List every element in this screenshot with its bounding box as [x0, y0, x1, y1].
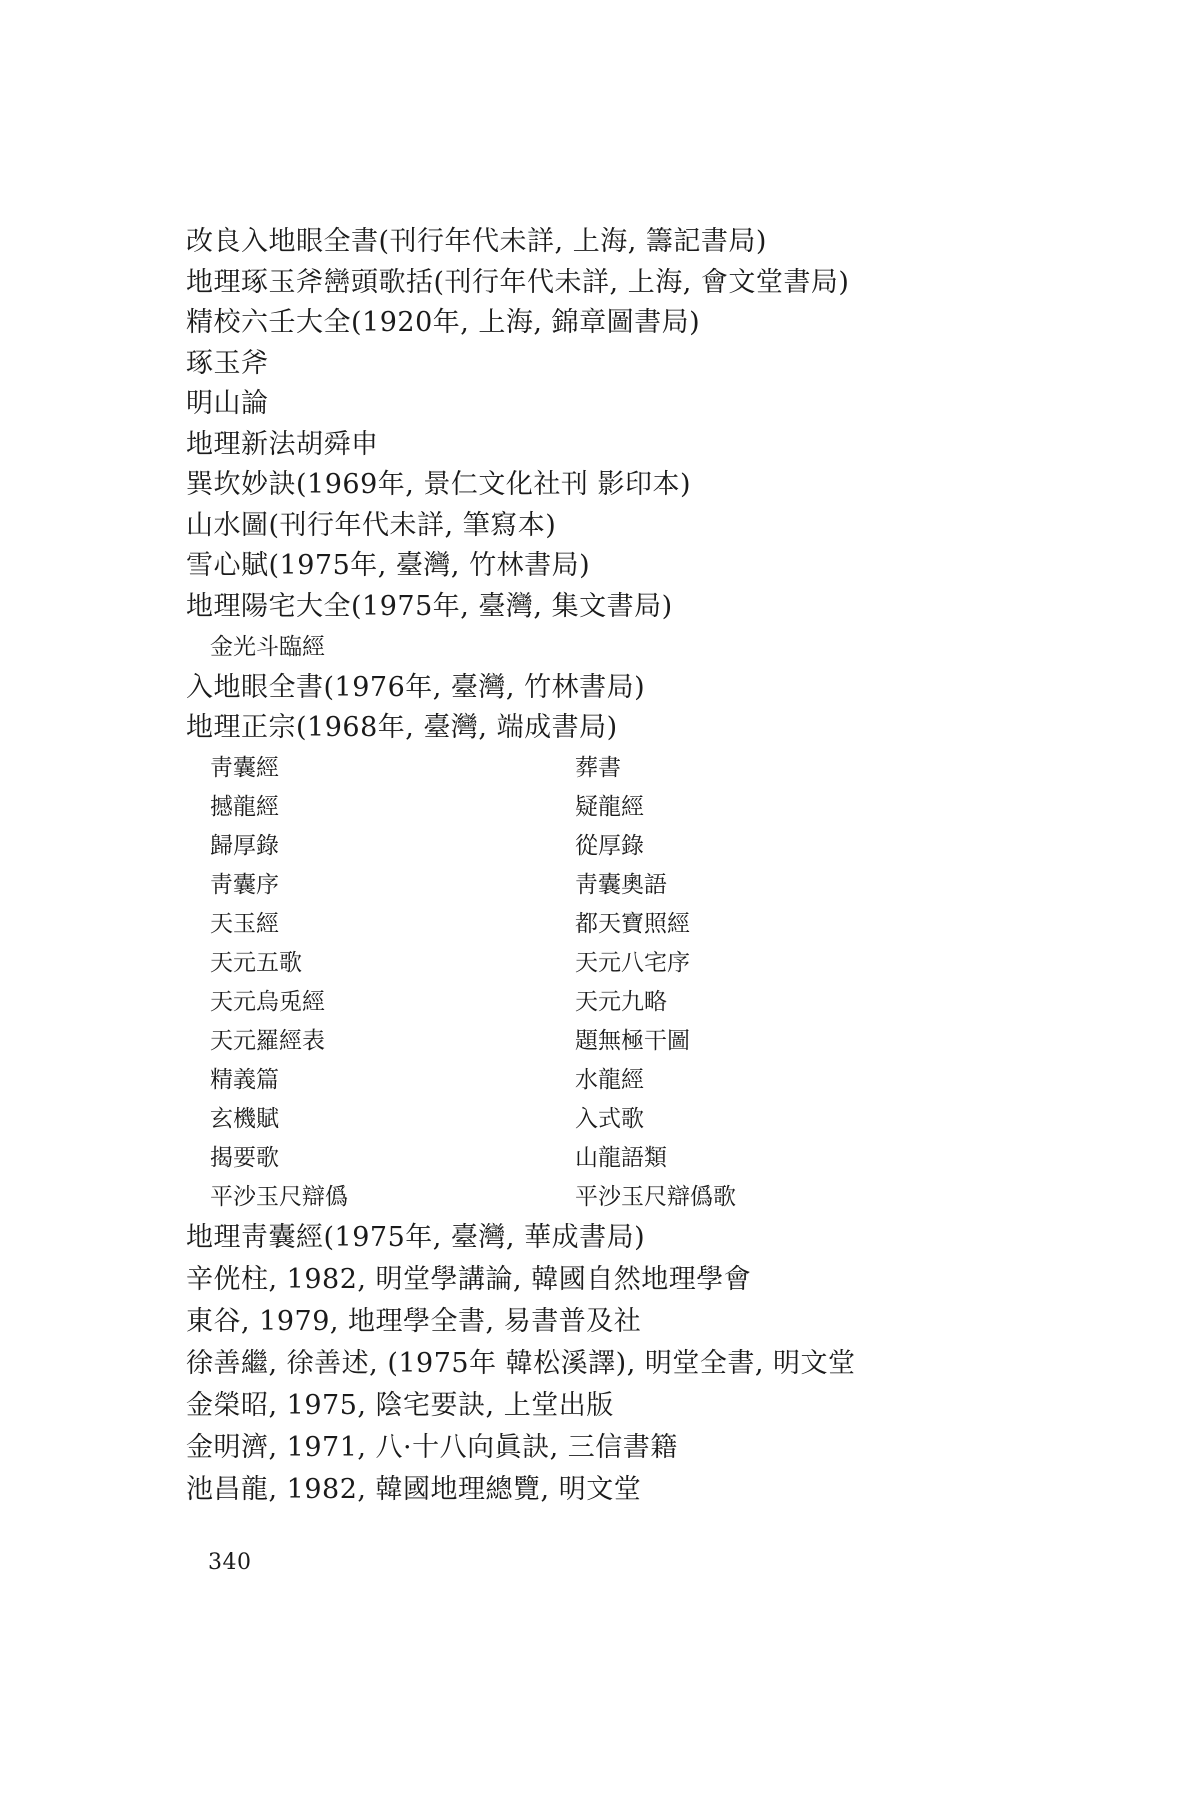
bibliography-entry: 雪心賦(1975年, 臺灣, 竹林書局) — [186, 550, 591, 581]
contents-item: 天元五歌 — [210, 949, 302, 976]
contents-item: 靑囊經 — [210, 754, 279, 781]
bibliography-entry: 地理正宗(1968年, 臺灣, 端成書局) — [186, 712, 618, 743]
contents-item: 平沙玉尺辯僞 — [210, 1183, 348, 1210]
contents-item: 靑囊序 — [210, 871, 279, 898]
contents-item: 歸厚錄 — [210, 832, 279, 859]
sub-entry: 金光斗臨經 — [210, 634, 325, 660]
zhengzong-contents — [186, 749, 1086, 1217]
bibliography-entry: 地理新法胡舜申 — [186, 428, 379, 460]
contents-item: 天元八宅序 — [575, 949, 690, 976]
bibliography-list — [186, 222, 1086, 1511]
contents-item: 天玉經 — [210, 910, 279, 937]
contents-item: 天元烏兎經 — [210, 988, 325, 1015]
contents-item: 題無極干圖 — [575, 1027, 690, 1054]
contents-item: 撼龍經 — [210, 793, 279, 820]
contents-item: 疑龍經 — [575, 793, 644, 820]
contents-item: 靑囊奧語 — [575, 871, 667, 898]
bibliography-entry: 琢玉斧 — [186, 347, 269, 379]
bibliography-entry: 東谷, 1979, 地理學全書, 易書普及社 — [186, 1305, 642, 1337]
bibliography-entry: 山水圖(刊行年代未詳, 筆寫本) — [186, 509, 557, 541]
bibliography-entry: 巽坎妙訣(1969年, 景仁文化社刊 影印本) — [186, 469, 692, 500]
contents-item: 平沙玉尺辯僞歌 — [575, 1183, 736, 1210]
contents-item: 精義篇 — [210, 1066, 279, 1093]
bibliography-entry: 徐善繼, 徐善述, (1975年 韓松溪譯), 明堂全書, 明文堂 — [186, 1347, 856, 1379]
bibliography-entry: 地理陽宅大全(1975年, 臺灣, 集文書局) — [186, 590, 673, 622]
contents-item: 天元羅經表 — [210, 1027, 325, 1054]
bibliography-entry: 池昌龍, 1982, 韓國地理總覽, 明文堂 — [186, 1473, 642, 1505]
page-number: 340 — [208, 1550, 252, 1575]
bibliography-entry: 地理靑囊經(1975年, 臺灣, 華成書局) — [186, 1221, 646, 1253]
contents-item: 入式歌 — [575, 1105, 644, 1132]
bibliography-entry: 精校六壬大全(1920年, 上海, 錦章圖書局) — [186, 307, 701, 338]
contents-item: 都天寶照經 — [575, 910, 690, 937]
bibliography-entry: 明山論 — [186, 388, 269, 419]
contents-item: 從厚錄 — [575, 832, 644, 859]
bibliography-entry: 金榮昭, 1975, 陰宅要訣, 上堂出版 — [186, 1389, 614, 1421]
contents-item: 天元九略 — [575, 988, 667, 1015]
contents-item: 揭要歌 — [210, 1144, 279, 1171]
contents-item: 玄機賦 — [210, 1105, 279, 1132]
bibliography-entry: 辛侊柱, 1982, 明堂學講論, 韓國自然地理學會 — [186, 1263, 752, 1295]
contents-item: 葬書 — [575, 754, 621, 781]
bibliography-entry: 金明濟, 1971, 八·十八向眞訣, 三信書籍 — [186, 1431, 678, 1463]
bibliography-entry: 地理琢玉斧巒頭歌括(刊行年代未詳, 上海, 會文堂書局) — [186, 266, 850, 298]
bibliography-entry: 改良入地眼全書(刊行年代未詳, 上海, 籌記書局) — [186, 226, 767, 257]
bibliography-entry: 入地眼全書(1976年, 臺灣, 竹林書局) — [186, 671, 646, 703]
contents-item: 水龍經 — [575, 1066, 644, 1093]
contents-item: 山龍語類 — [575, 1144, 667, 1171]
